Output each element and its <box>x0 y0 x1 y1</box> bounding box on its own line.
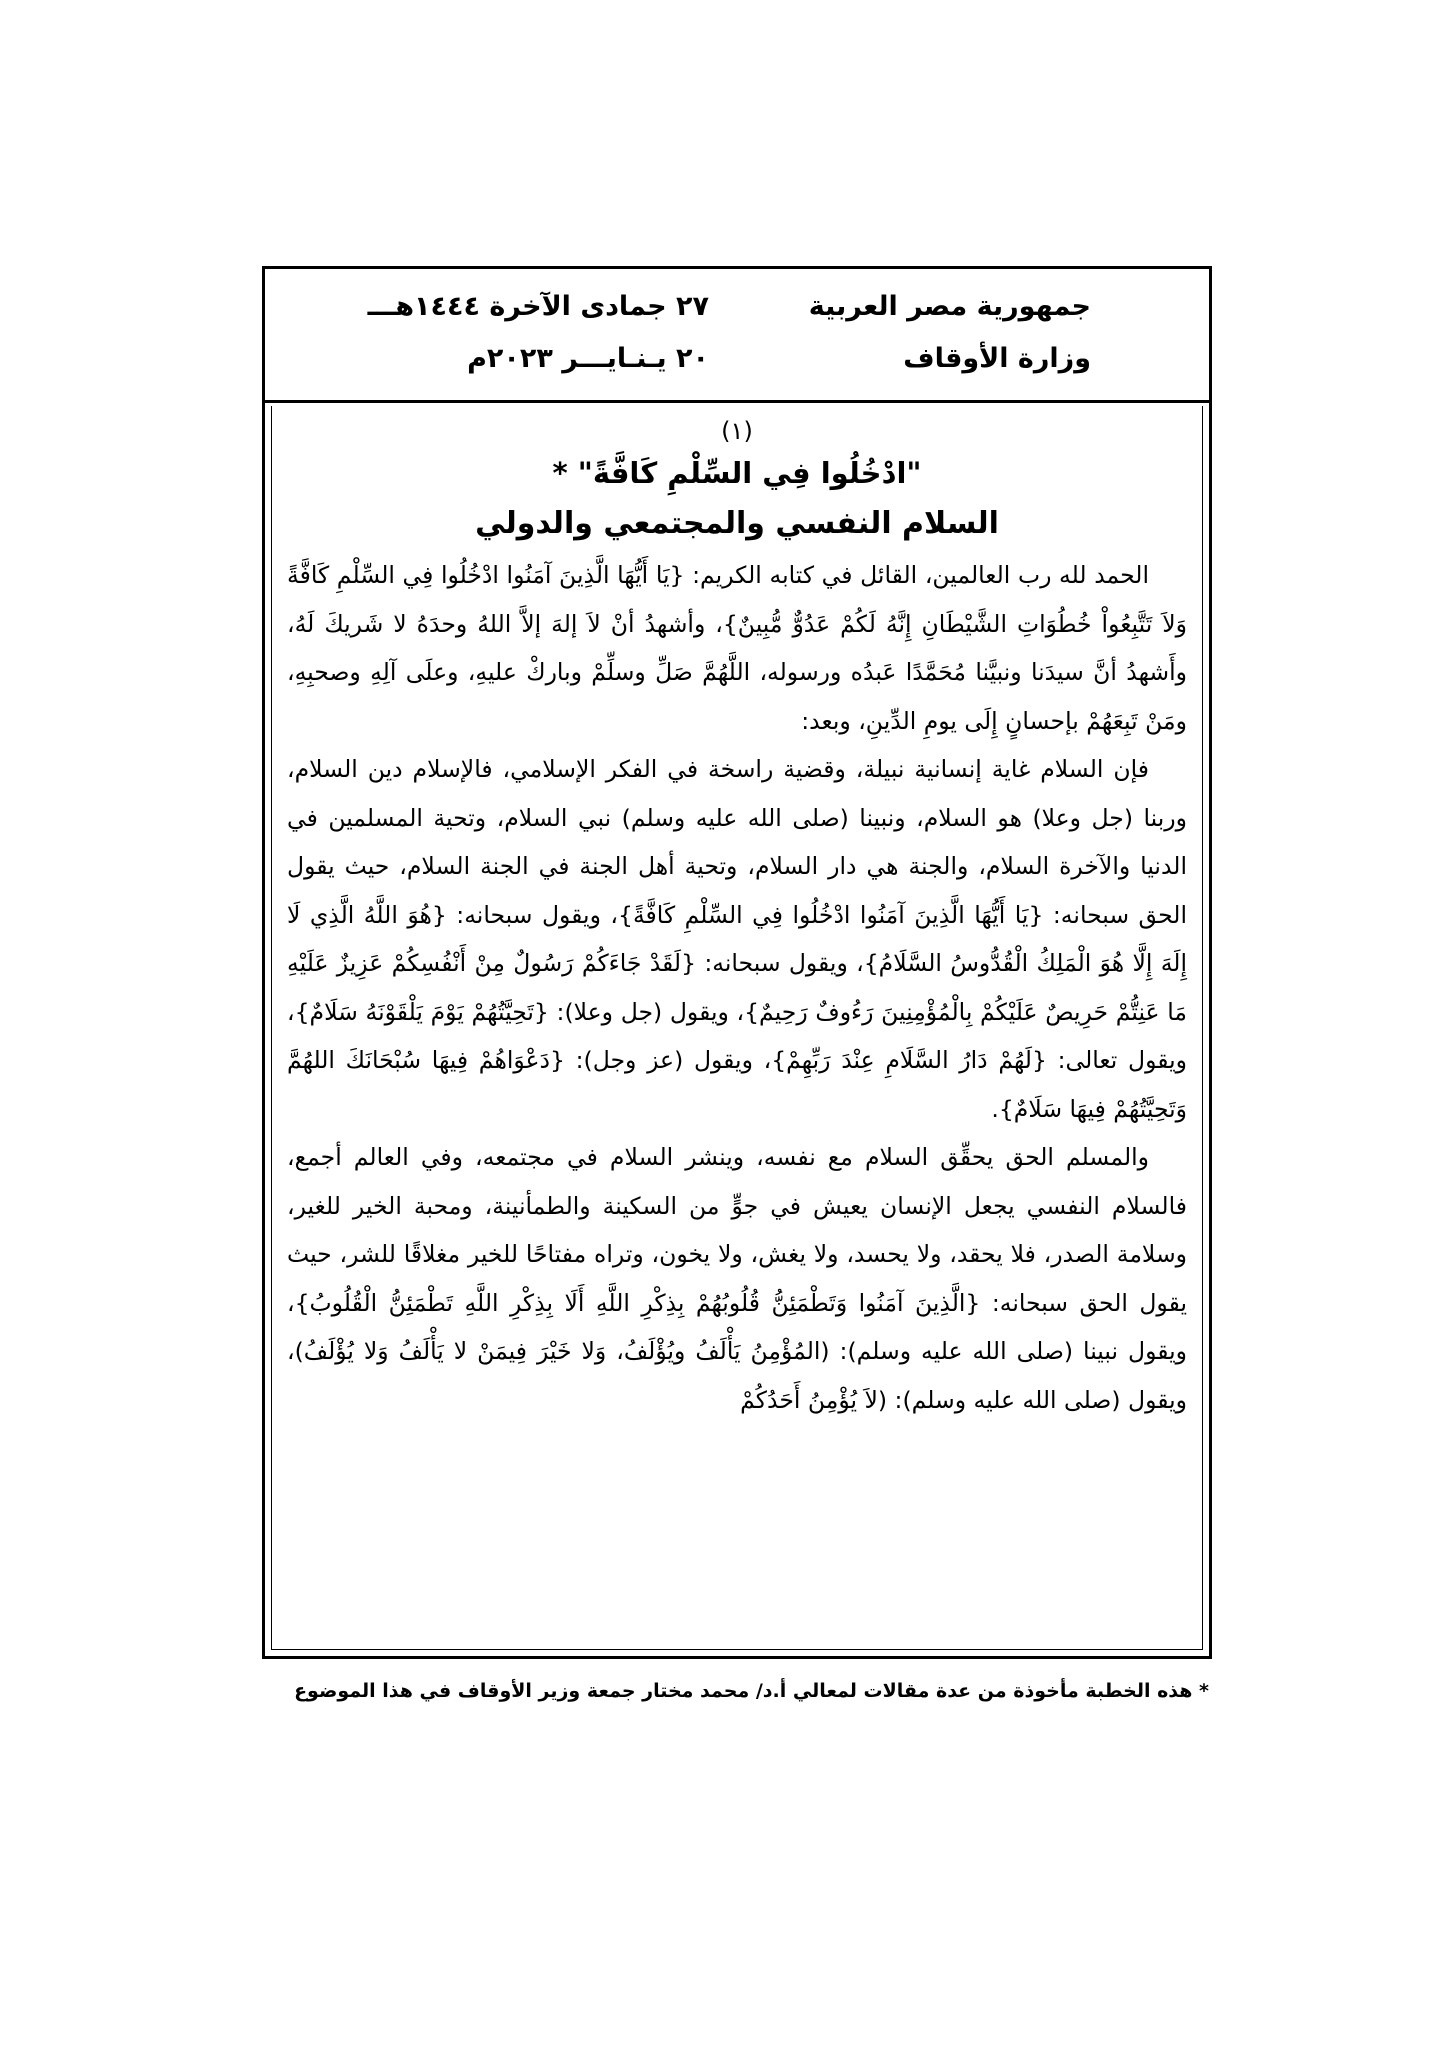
gregorian-date: ٢٠ يـنـايـــر ٢٠٢٣م <box>467 343 709 374</box>
sermon-body <box>287 413 1187 1424</box>
footnote: * هذه الخطبة مأخوذة من عدة مقالات لمعالي أ.د/ محمد مختار جمعة وزير الأوقاف في هذا الموضوع <box>294 1680 1209 1702</box>
sermon-title: "ادْخُلُوا فِي السِّلْمِ كَافَّةً" * <box>552 456 922 490</box>
ministry-name: وزارة الأوقاف <box>903 343 1091 374</box>
paragraph-opening: الحمد لله رب العالمين، القائل في كتابه الكريم: {يَا أَيُّهَا الَّذِينَ آمَنُوا ادْخُلُوا فِي السِّلْمِ كَافَّةً وَلاَ تَتَّبِعُواْ خُطُوَاتِ الشَّيْطَانِ إِنَّهُ لَكُمْ عَدُوٌّ مُّبِينٌ}، وأشهدُ أنْ لاَ إلهَ إلاَّ اللهُ وحدَهُ لا شَريكَ لَهُ، وأَشهدُ أنَّ سيدَنا ونبيَّنا مُحَمَّدًا عَبدُه ورسوله، اللَّهُمَّ صَلِّ وسلِّمْ وباركْ عليهِ، وعلَى آلِهِ وصحبِهِ، ومَنْ تَبِعَهُمْ بإحسانٍ إِلَى يومِ الدِّينِ، وبعد: <box>287 561 1187 735</box>
page-frame <box>262 266 1212 1659</box>
hijri-date: ٢٧ جمادى الآخرة ١٤٤٤هـــ <box>367 291 709 322</box>
paragraph-peace-in-islam: فإن السلام غاية إنسانية نبيلة، وقضية راسخة في الفكر الإسلامي، فالإسلام دين السلام، وربنا (جل وعلا) هو السلام، ونبينا (صلى الله عليه وسلم) نبي السلام، وتحية المسلمين في الدنيا والآخرة السلام، والجنة هي دار السلام، وتحية أهل الجنة في الجنة السلام، حيث يقول الحق سبحانه: {يَا أَيُّهَا الَّذِينَ آمَنُوا ادْخُلُوا فِي السِّلْمِ كَافَّةً}، ويقول سبحانه: {هُوَ اللَّهُ الَّذِي لَا إِلَهَ إِلَّا هُوَ الْمَلِكُ الْقُدُّوسُ السَّلَامُ}، ويقول سبحانه: {لَقَدْ جَاءَكُمْ رَسُولٌ مِنْ أَنْفُسِكُمْ عَزِيزٌ عَلَيْهِ مَا عَنِتُّمْ حَرِيصٌ عَلَيْكُمْ بِالْمُؤْمِنِينَ رَءُوفٌ رَحِيمٌ}، ويقول (جل وعلا): {تَحِيَّتُهُمْ يَوْمَ يَلْقَوْنَهُ سَلَامٌ}، ويقول تعالى: {لَهُمْ دَارُ السَّلَامِ عِنْدَ رَبِّهِمْ}، ويقول (عز وجل): {دَعْوَاهُمْ فِيهَا سُبْحَانَكَ اللهُمَّ وَتَحِيَّتُهُمْ فِيهَا سَلَامٌ}. <box>287 755 1187 1123</box>
sermon-subtitle: السلام النفسي والمجتمعي والدولي <box>475 506 999 541</box>
paragraph-inner-peace: والمسلم الحق يحقِّق السلام مع نفسه، وينشر السلام في مجتمعه، وفي العالم أجمع، فالسلام النفسي يجعل الإنسان يعيش في جوٍّ من السكينة والطمأنينة، ومحبة الخير للغير، وسلامة الصدر، فلا يحقد، ولا يحسد، ولا يغش، ولا يخون، وتراه مفتاحًا للخير مغلاقًا للشر، حيث يقول الحق سبحانه: {الَّذِينَ آمَنُوا وَتَطْمَئِنُّ قُلُوبُهُمْ بِذِكْرِ اللَّهِ أَلَا بِذِكْرِ اللَّهِ تَطْمَئِنُّ الْقُلُوبُ}، ويقول نبينا (صلى الله عليه وسلم): (المُؤْمِنُ يَأْلَفُ ويُؤْلَفُ، وَلا خَيْرَ فِيمَنْ لا يَأْلَفُ وَلا يُؤْلَفُ)، ويقول (صلى الله عليه وسلم): (لاَ يُؤْمِنُ أَحَدُكُمْ <box>287 1143 1187 1414</box>
letterhead <box>265 269 1209 403</box>
sermon-number: (١) <box>721 417 753 445</box>
country-name: جمهورية مصر العربية <box>808 291 1091 322</box>
